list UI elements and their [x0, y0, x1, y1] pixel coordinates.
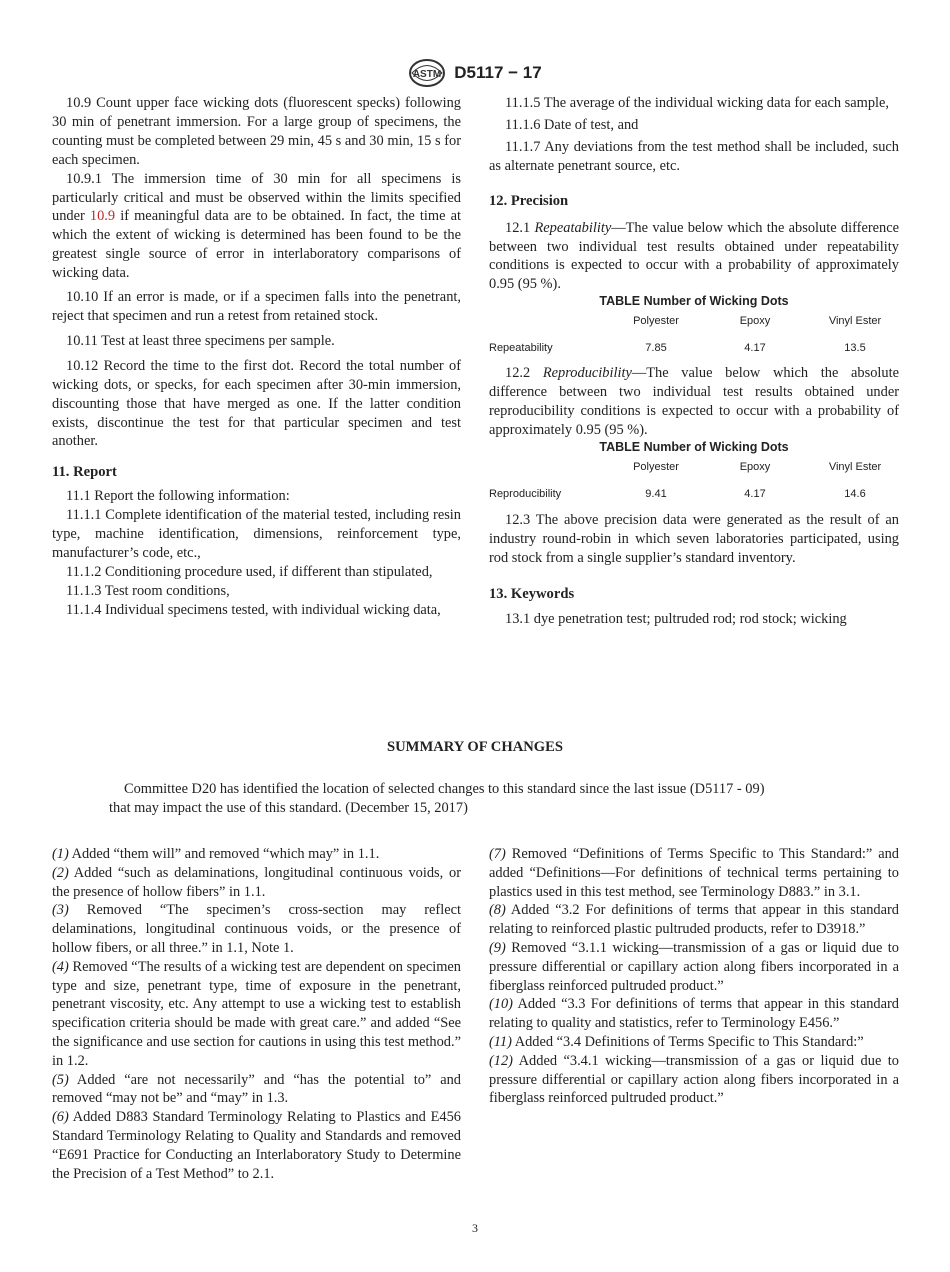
table-cell: 9.41	[645, 487, 667, 500]
para-10-9-1: 10.9.1 The immersion time of 30 min for all specimens is particularly critical and must be observed within the limits specified under 10.9 if meaningful data are to be obtained. In fact, the time at which the extent of wicking is determined has been found to be the greatest single source of error in interlaboratory comparisons of wicking data.	[52, 170, 461, 282]
section-13-heading: 13. Keywords	[489, 585, 575, 602]
section-11-heading: 11. Report	[52, 464, 117, 481]
list-item: (2) Added “such as delaminations, longitudinal continuous voids, or the presence of hollow fibers” in 1.1.	[52, 864, 461, 900]
table-header-polyester: Polyester	[633, 460, 679, 473]
list-item: (11) Added “3.4 Definitions of Terms Specific to This Standard:”	[489, 1033, 864, 1050]
summary-left-list	[52, 845, 461, 1183]
summary-intro-line-2: that may impact the use of this standard. (December 15, 2017)	[109, 800, 468, 816]
left-column	[52, 94, 461, 620]
para-10-9: 10.9 Count upper face wicking dots (fluorescent specks) following 30 min of penetrant immersion. For a large group of specimens, the counting must be completed between 29 min, 45 s and 30 min, 15 s for each specimen.	[52, 95, 461, 168]
table-header-polyester: Polyester	[633, 315, 679, 328]
right-column	[489, 94, 899, 629]
para-13-1: 13.1 dye penetration test; pultruded rod; rod stock; wicking	[505, 610, 847, 627]
list-item: (1) Added “them will” and removed “which may” in 1.1.	[52, 846, 380, 862]
para-10-12: 10.12 Record the time to the first dot. Record the total number of wicking dots, or specks, for each specimen after 30-min immersion, discounting those that have merged as one. If the latter condition exists, discontinue the test for that particular specimen and test another.	[52, 357, 461, 450]
list-item: (4) Removed “The results of a wicking test are dependent on specimen type and size, penetrant type, time of exposure in the penetrant, penetrant viscosity, etc. Any attempt to use a wicking test to establish specification criteria should be made with great care.” and added “See the significance and use section for cautions in using this test method.” in 1.2.	[52, 958, 461, 1069]
para-12-2: 12.2 Reproducibility—The value below which the absolute difference between two individual test results obtained under reproducibility conditions is expected to occur with a probability of approximately 0.95 (95 %).	[489, 365, 900, 438]
para-12-3: 12.3 The above precision data were generated as the result of an industry round-robin in which seven laboratories participated, using rod stock from a single supplier’s standard inventory.	[489, 511, 899, 566]
summary-intro-line-1: Committee D20 has identified the location of selected changes to this standard since the last issue (D5117 - 09)	[124, 781, 765, 797]
para-11-1-4: 11.1.4 Individual specimens tested, with individual wicking data,	[66, 601, 441, 618]
summary-right-list	[489, 845, 899, 1108]
para-11-1-7: 11.1.7 Any deviations from the test method shall be included, such as alternate penetrant source, etc.	[489, 138, 899, 174]
para-10-11: 10.11 Test at least three specimens per sample.	[66, 332, 335, 349]
list-item: (9) Removed “3.1.1 wicking—transmission of a gas or liquid due to pressure differential or capillary action along fibers incorporated in a fiberglass reinforced pultruded product.”	[489, 939, 899, 994]
para-11-1-2: 11.1.2 Conditioning procedure used, if different than stipulated,	[66, 563, 433, 580]
para-12-1: 12.1 Repeatability—The value below which the absolute difference between two individual test results obtained under repeatability conditions is expected to occur with a probability of approximately 0.95 (95 %).	[489, 219, 899, 293]
list-item: (6) Added D883 Standard Terminology Relating to Plastics and E456 Standard Terminology Relating to Quality and Standards and removed “E691 Practice for Conducting an Interlaboratory Study to Determine the Precision of a Test Method” to 2.1.	[52, 1109, 461, 1182]
list-item: (10) Added “3.3 For definitions of terms that appear in this standard relating to quality and statistics, refer to Terminology E456.”	[489, 996, 899, 1032]
astm-logo	[408, 58, 446, 88]
para-10-10: 10.10 If an error is made, or if a specimen falls into the penetrant, reject that specimen and run a retest from retained stock.	[52, 289, 461, 324]
repeatability-table	[489, 294, 899, 355]
page-number: 3	[472, 1221, 478, 1235]
para-11-1-5: 11.1.5 The average of the individual wicking data for each sample,	[505, 95, 890, 111]
table-cell: 13.5	[844, 342, 866, 355]
table-header-epoxy: Epoxy	[739, 315, 771, 328]
table-cell: 7.85	[645, 342, 667, 355]
table-title: TABLE Number of Wicking Dots	[599, 294, 789, 309]
summary-of-changes-title: SUMMARY OF CHANGES	[387, 739, 563, 755]
table-cell: 14.6	[844, 487, 866, 500]
list-item: (7) Removed “Definitions of Terms Specific to This Standard:” and added “Definitions—For definitions of technical terms pertaining to plastics used in this test method, see Terminology D883.” in 3.1.	[489, 846, 899, 900]
list-item: (12) Added “3.4.1 wicking—transmission of a gas or liquid due to pressure differential or capillary action along fibers incorporated in a fiberglass reinforced pultruded product.”	[489, 1052, 899, 1107]
table-row-label: Reproducibility	[489, 487, 562, 500]
document-id: D5117 − 17	[454, 63, 542, 82]
list-item: (5) Added “are not necessarily” and “has the potential to” and removed “may not be” and “may” in 1.3.	[52, 1071, 461, 1107]
list-item: (3) Removed “The specimen’s cross-section may reflect delaminations, longitudinal continuous voids, or the presence of hollow fibers, or all three.” in 1.1, Note 1.	[52, 902, 461, 956]
page-header	[0, 58, 950, 88]
para-11-1: 11.1 Report the following information:	[66, 488, 290, 505]
para-11-1-3: 11.1.3 Test room conditions,	[66, 582, 230, 599]
section-12-heading: 12. Precision	[489, 192, 569, 209]
list-item: (8) Added “3.2 For definitions of terms that appear in this standard relating to reinforced plastic pultruded products, refer to D3918.”	[489, 902, 899, 938]
table-row-label: Repeatability	[489, 342, 553, 355]
table-header-vinyl-ester: Vinyl Ester	[828, 315, 882, 328]
table-cell: 4.17	[744, 487, 766, 500]
link-10-9[interactable]: 10.9	[89, 208, 116, 225]
table-header-epoxy: Epoxy	[739, 460, 771, 473]
astm-logo-text: ASTM	[413, 69, 442, 80]
table-cell: 4.17	[744, 342, 766, 355]
table-header-vinyl-ester: Vinyl Ester	[828, 460, 882, 473]
reproducibility-table	[489, 440, 899, 498]
table-title: TABLE Number of Wicking Dots	[599, 439, 789, 454]
para-11-1-1: 11.1.1 Complete identification of the material tested, including resin type, machine identification, dimensions, reinforcement type, manufacturer’s code, etc.,	[52, 507, 461, 562]
para-11-1-6: 11.1.6 Date of test, and	[505, 116, 639, 133]
